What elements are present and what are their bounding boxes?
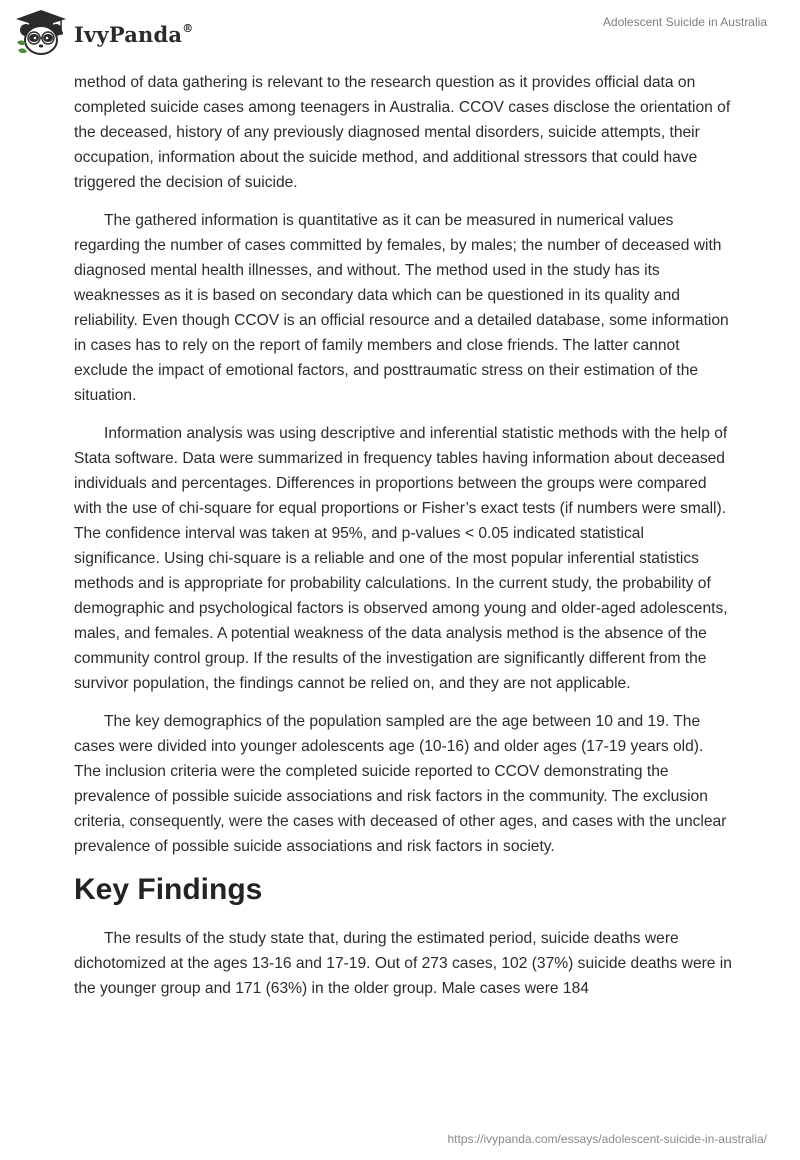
section-heading-key-findings: Key Findings [74,873,263,906]
essay-body [74,70,734,1014]
brand-name: IvyPanda® [74,21,194,47]
paragraph: The results of the study state that, during the estimated period, suicide deaths were dichotomized at the ages 13-16 and 17-19. Out of 273 cases, 102 (37%) suicide deaths were in the younger group and 171 (63%) in the older group. Male cases were 184 [74,930,732,997]
document-title: Adolescent Suicide in Australia [602,15,767,29]
paragraph-continued: method of data gathering is relevant to the research question as it provides official data on completed suicide cases among teenagers in Australia. CCOV cases disclose the orientation of the deceased, history of any previously diagnosed mental disorders, suicide attempts, their occupation, information about the suicide method, and additional stressors that could have triggered the decision of suicide. [74,74,731,191]
paragraph: The key demographics of the population sampled are the age between 10 and 19. The cases were divided into younger adolescents age (10-16) and older ages (17-19 years old). The inclusion criteria were the completed suicide reported to CCOV demonstrating the prevalence of possible suicide associations and risk factors in the community. The exclusion criteria, consequently, were the cases with deceased of other ages, and cases with the unclear prevalence of possible suicide associations and risk factors in society. [74,713,727,855]
source-url[interactable]: https://ivypanda.com/essays/adolescent-suicide-in-australia/ [447,1132,767,1146]
page-header [0,0,800,70]
registered-mark: ® [182,21,194,35]
panda-graduate-icon [14,8,68,56]
paragraph: The gathered information is quantitative as it can be measured in numerical values regarding the number of cases committed by females, by males; the number of deceased with diagnosed mental health illnesses, and without. The method used in the study has its weaknesses as it is based on secondary data which can be questioned in its quality and reliability. Even though CCOV is an official resource and a detailed database, some information in cases has to rely on the report of family members and close friends. The latter cannot exclude the impact of emotional factors, and posttraumatic stress on their estimation of the situation. [74,212,729,404]
paragraph: Information analysis was using descriptive and inferential statistic methods with the help of Stata software. Data were summarized in frequency tables having information about deceased individuals and percentages. Differences in proportions between the groups were compared with the use of chi-square for equal proportions or Fisher’s exact tests (if numbers were small). The confidence interval was taken at 95%, and p-values < 0.05 indicated statistical significance. Using chi-square is a reliable and one of the most popular inferential statistics methods and is appropriate for probability calculations. In the current study, the probability of demographic and psychological factors is observed among young and older-aged adolescents, males, and females. A potential weakness of the data analysis method is the absence of the community control group. If the results of the investigation are significantly different from the survivor population, the findings cannot be relied on, and they are not applicable. [74,425,728,692]
ivypanda-logo[interactable] [14,8,193,56]
